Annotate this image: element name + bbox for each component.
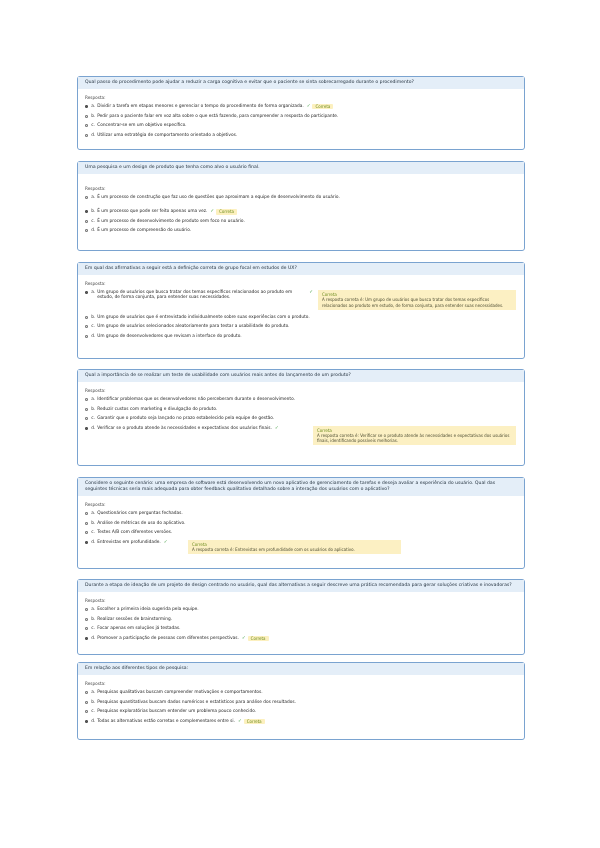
- option-text: É um processo de compreensão do usuário.: [97, 228, 192, 234]
- option-letter: b.: [91, 113, 96, 119]
- option-letter: d.: [91, 228, 96, 234]
- option-d[interactable]: [85, 636, 517, 641]
- radio-button[interactable]: [85, 210, 88, 213]
- option-letter: b.: [91, 406, 96, 412]
- option-c[interactable]: [85, 416, 517, 421]
- option-d[interactable]: [85, 334, 517, 339]
- radio-button[interactable]: [85, 512, 88, 515]
- option-letter: b.: [91, 520, 96, 526]
- check-icon: ✓: [163, 539, 168, 545]
- option-letter: c.: [91, 709, 95, 715]
- option-b[interactable]: [85, 617, 517, 622]
- option-letter: d.: [91, 539, 96, 545]
- option-b[interactable]: [85, 521, 517, 526]
- answer-prompt: Resposta:: [85, 502, 106, 508]
- option-letter: b.: [91, 314, 96, 320]
- radio-button[interactable]: [85, 417, 88, 420]
- question-text: Qual a importância de se realizar um teste de usabilidade com usuários reais antes do lançamento de um produto?: [78, 370, 524, 382]
- option-a[interactable]: [85, 511, 517, 516]
- option-text: Entrevistas em profundidade.: [97, 539, 161, 545]
- question-card: [77, 579, 525, 655]
- answer-prompt: Resposta:: [85, 281, 106, 287]
- option-a[interactable]: [85, 397, 517, 402]
- option-text: Questionários com perguntas fechadas.: [97, 511, 183, 517]
- radio-button[interactable]: [85, 291, 88, 294]
- option-text: Utilizar uma estratégia de comportamento orientado a objetivos.: [97, 132, 238, 138]
- feedback-box: [318, 290, 516, 310]
- option-letter: a.: [91, 397, 96, 403]
- option-text: Garantir que o produto seja lançado no prazo estabelecido pela equipe de gestão.: [97, 416, 275, 422]
- option-text: Um grupo de usuários que busca tratar dos temas específicos relacionados ao produto em estudo, de forma conjunta, para entender suas necessidades.: [97, 290, 293, 301]
- option-c[interactable]: [85, 324, 517, 329]
- radio-button[interactable]: [85, 608, 88, 611]
- option-text: Análise de métricas de uso do aplicativo.: [97, 520, 186, 526]
- feedback-box: [313, 426, 516, 446]
- option-letter: a.: [91, 690, 96, 696]
- question-card: [77, 262, 525, 359]
- radio-button[interactable]: [85, 398, 88, 401]
- option-text: Identificar problemas que os desenvolvedores não perceberam durante o desenvolvimento.: [97, 397, 295, 403]
- option-text: Todas as alternativas estão corretas e complementares entre si.: [97, 718, 235, 724]
- question-card: [77, 161, 525, 251]
- radio-button[interactable]: [85, 105, 88, 108]
- answer-prompt: Resposta:: [85, 95, 106, 101]
- option-letter: c.: [91, 123, 95, 129]
- option-b[interactable]: [85, 407, 517, 412]
- radio-button[interactable]: [85, 196, 88, 199]
- option-d[interactable]: [85, 540, 185, 545]
- radio-button[interactable]: [85, 335, 88, 338]
- option-letter: c.: [91, 530, 95, 536]
- option-text: Promover a participação de pessoas com diferentes perspectivas.: [97, 635, 239, 641]
- check-icon: ✓: [309, 290, 313, 296]
- correct-badge: Correta: [317, 427, 332, 433]
- answer-prompt: Resposta:: [85, 598, 106, 604]
- option-text: É um processo de desenvolvimento de produto sem foco no usuário.: [97, 218, 245, 224]
- radio-button[interactable]: [85, 720, 88, 723]
- radio-button[interactable]: [85, 541, 88, 544]
- radio-button[interactable]: [85, 124, 88, 127]
- option-text: Testes A/B com diferentes versões.: [97, 530, 173, 536]
- option-letter: c.: [91, 324, 95, 330]
- option-text: É um processo de construção que faz uso de questões que aproximam a equipe de desenvolvimento do usuário.: [97, 195, 340, 201]
- option-b[interactable]: [85, 315, 517, 320]
- option-text: Focar apenas em soluções já testadas.: [97, 626, 181, 632]
- option-d[interactable]: [85, 228, 517, 233]
- option-b[interactable]: [85, 209, 517, 214]
- radio-button[interactable]: [85, 115, 88, 118]
- correct-badge: Correta: [244, 719, 265, 724]
- question-card: [77, 369, 525, 466]
- radio-button[interactable]: [85, 522, 88, 525]
- radio-button[interactable]: [85, 134, 88, 137]
- option-d[interactable]: [85, 426, 310, 431]
- option-text: Verificar se o produto atende às necessidades e expectativas dos usuários finais.: [97, 425, 272, 431]
- answer-prompt: Resposta:: [85, 186, 106, 192]
- option-letter: a.: [91, 104, 96, 110]
- option-text: Dividir a tarefa em etapas menores e gerenciar o tempo do procedimento de forma organizada.: [97, 104, 304, 110]
- radio-button[interactable]: [85, 408, 88, 411]
- question-text: Uma pesquisa e um design de produto que tenha como alvo o usuário final.: [78, 162, 524, 174]
- answer-prompt: Resposta:: [85, 388, 106, 394]
- feedback-text: A resposta correta é: Um grupo de usuários que busca tratar dos temas específicos relacionados ao produto em estudo, de forma conjunta, para entender suas necessidades.: [322, 297, 504, 308]
- option-d[interactable]: [85, 719, 517, 724]
- check-icon: ✓: [210, 209, 215, 215]
- option-letter: d.: [91, 333, 96, 339]
- option-text: Escolher a primeira ideia sugerida pela equipe.: [97, 607, 199, 613]
- option-letter: a.: [91, 511, 96, 517]
- option-letter: d.: [91, 635, 96, 641]
- check-icon: ✓: [306, 104, 311, 110]
- question-card: [77, 76, 525, 150]
- option-d[interactable]: [85, 133, 517, 138]
- option-letter: a.: [91, 607, 96, 613]
- question-text: Qual passo do procedimento pode ajudar a reduzir a carga cognitiva e evitar que o paciente se sinta sobrecarregado durante o procedimento?: [78, 77, 524, 89]
- option-text: Um grupo de usuários que é entrevistado individualmente sobre suas experiências com o produto.: [97, 314, 310, 320]
- radio-button[interactable]: [85, 637, 88, 640]
- correct-badge: Correta: [216, 209, 237, 214]
- option-c[interactable]: [85, 530, 517, 535]
- option-letter: c.: [91, 218, 95, 224]
- check-icon: ✓: [237, 718, 242, 724]
- radio-button[interactable]: [85, 220, 88, 223]
- option-b[interactable]: [85, 700, 517, 705]
- option-c[interactable]: [85, 709, 517, 714]
- question-text: Considere o seguinte cenário: uma empresa de software está desenvolvendo um novo aplicativo de gerenciamento de tarefas e deseja avaliar a experiência do usuário. Qual das seguintes técnicas seria mais adequada para obter feedback qualitativo detalhado sobre a interação dos usuários com o aplicativo?: [78, 478, 524, 496]
- correct-badge: Correta: [322, 292, 337, 298]
- radio-button[interactable]: [85, 316, 88, 319]
- option-letter: b.: [91, 699, 96, 705]
- question-card: [77, 662, 525, 740]
- option-letter: c.: [91, 626, 95, 632]
- option-text: Realizar sessões de brainstorming.: [97, 616, 173, 622]
- option-letter: a.: [91, 195, 96, 201]
- option-letter: b.: [91, 616, 96, 622]
- option-text: Pesquisas exploratórias buscam entender um problema pouco conhecido.: [97, 709, 257, 715]
- radio-button[interactable]: [85, 691, 88, 694]
- option-text: Um grupo de desenvolvedores que revisam a interface do produto.: [97, 333, 242, 339]
- option-letter: b.: [91, 209, 96, 215]
- option-c[interactable]: [85, 626, 517, 631]
- radio-button[interactable]: [85, 710, 88, 713]
- option-text: Concentrar-se em um objetivo específico.: [97, 123, 187, 129]
- feedback-text: A resposta correta é: Verificar se o produto atende às necessidades e expectativas dos usuários finais, identificando possíveis melhorias.: [317, 432, 510, 444]
- answer-prompt: Resposta:: [85, 681, 106, 687]
- option-a[interactable]: [85, 104, 517, 109]
- option-letter: d.: [91, 132, 96, 138]
- option-a[interactable]: [85, 607, 517, 612]
- radio-button[interactable]: [85, 531, 88, 534]
- option-letter: d.: [91, 425, 96, 431]
- radio-button[interactable]: [85, 325, 88, 328]
- option-c[interactable]: [85, 219, 517, 224]
- correct-badge: Correta: [248, 636, 269, 641]
- radio-button[interactable]: [85, 618, 88, 621]
- option-text: Um grupo de usuários selecionados aleatoriamente para testar a usabilidade do produto.: [97, 324, 290, 330]
- feedback-text: A resposta correta é: Entrevistas em profundidade com os usuários do aplicativo.: [192, 547, 355, 553]
- option-text: Pesquisas qualitativas buscam compreender motivações e comportamentos.: [97, 690, 263, 696]
- option-letter: d.: [91, 718, 96, 724]
- radio-button[interactable]: [85, 427, 88, 430]
- question-card: [77, 477, 525, 569]
- radio-button[interactable]: [85, 627, 88, 630]
- option-text: Pesquisas quantitativas buscam dados numéricos e estatísticos para análise dos resultados.: [97, 699, 296, 705]
- radio-button[interactable]: [85, 701, 88, 704]
- correct-badge: Correta: [312, 104, 333, 109]
- option-a[interactable]: [85, 195, 517, 200]
- option-text: Pedir para o paciente falar em voz alta sobre o que está fazendo, para compreender a resposta do participante.: [97, 113, 339, 119]
- question-text: Durante a etapa de ideação de um projeto de design centrado no usuário, qual das alternativas a seguir descreve uma prática recomendada para gerar soluções criativas e inovadoras?: [78, 580, 524, 592]
- feedback-box: [188, 540, 401, 554]
- question-text: Em relação aos diferentes tipos de pesquisa:: [78, 663, 524, 675]
- option-c[interactable]: [85, 123, 517, 128]
- option-a[interactable]: [85, 690, 517, 695]
- radio-button[interactable]: [85, 229, 88, 232]
- option-b[interactable]: [85, 114, 517, 119]
- option-text: É um processo que pode ser feito apenas uma vez.: [97, 209, 208, 215]
- option-text: Reduzir custos com marketing e divulgação do produto.: [97, 406, 218, 412]
- check-icon: ✓: [274, 425, 279, 431]
- question-text: Em qual das afirmativas a seguir está a definição correta de grupo focal em estudos de UX?: [78, 263, 524, 275]
- option-letter: c.: [91, 416, 95, 422]
- check-icon: ✓: [241, 635, 246, 641]
- option-a[interactable]: [85, 290, 315, 300]
- correct-badge: Correta: [192, 541, 207, 547]
- option-letter: a.: [91, 290, 96, 296]
